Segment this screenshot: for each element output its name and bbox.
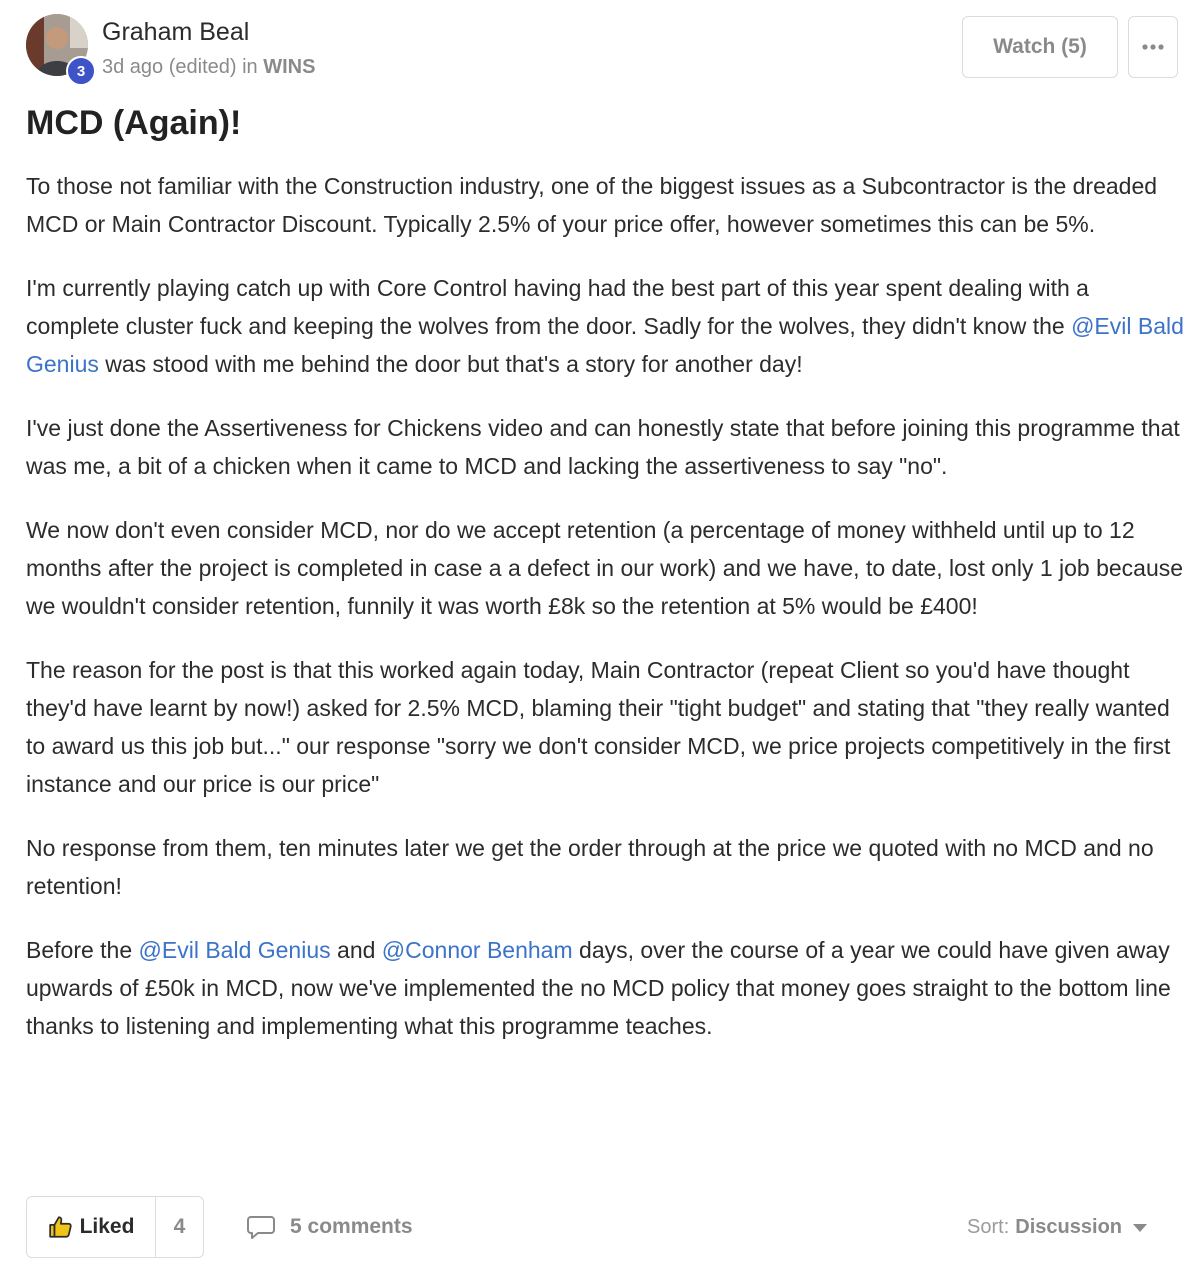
- paragraph: We now don't even consider MCD, nor do we accept retention (a percentage of money withheld until up to 12 months after the project is completed in case a a defect in our work) and we have, to date, lost only 1 job because we wouldn't consider retention, funnily it was worth £8k so the retention at 5% would be £400!: [26, 517, 1184, 619]
- level-badge: 3: [66, 56, 96, 86]
- paragraph-text: Before the: [26, 937, 139, 963]
- post-header: [26, 14, 1176, 84]
- post-footer: [26, 1196, 1176, 1258]
- paragraph-text: I'm currently playing catch up with Core Control having had the best part of this year spent dealing with a complete cluster fuck and keeping the wolves from the door. Sadly for the wolves, they didn't know the: [26, 275, 1089, 339]
- like-count[interactable]: 4: [173, 1215, 186, 1238]
- paragraph-text: was stood with me behind the door but that's a story for another day!: [98, 351, 803, 377]
- post-meta: [102, 56, 315, 79]
- sort-value: Discussion: [1015, 1215, 1122, 1238]
- category-link[interactable]: WINS: [263, 56, 316, 78]
- sort-label: Sort:: [967, 1215, 1010, 1238]
- paragraph: I've just done the Assertiveness for Chickens video and can honestly state that before joining this programme that was me, a bit of a chicken when it came to MCD and lacking the assertiveness to say "no".: [26, 415, 1180, 479]
- comments-label: 5 comments: [290, 1215, 413, 1238]
- paragraph: [26, 931, 1186, 1045]
- author-name[interactable]: Graham Beal: [102, 18, 250, 46]
- comments-link[interactable]: [246, 1196, 413, 1258]
- like-button[interactable]: [27, 1197, 156, 1257]
- mention-link[interactable]: @Evil Bald Genius: [138, 937, 331, 963]
- paragraph-text: days, over the course of a year we could have given away upwards of £50k in MCD, now we've implemented the no MCD policy that money goes straight to the bottom line thanks to listening and implementing what this programme teaches.: [26, 937, 1171, 1039]
- paragraph: To those not familiar with the Construction industry, one of the biggest issues as a Subcontractor is the dreaded MCD or Main Contractor Discount. Typically 2.5% of your price offer, however sometimes this can be 5%.: [26, 173, 1158, 237]
- paragraph-text: and: [330, 937, 382, 963]
- more-horizontal-icon: [1141, 43, 1165, 51]
- mention-link[interactable]: @Connor Benham: [381, 937, 573, 963]
- post-time: 3d ago (edited) in: [102, 56, 258, 78]
- caret-down-icon: [1128, 1219, 1152, 1235]
- mention-link[interactable]: @Evil Bald Genius: [26, 313, 1184, 377]
- post-body: [26, 167, 1186, 1071]
- more-options-button[interactable]: [1128, 16, 1178, 78]
- paragraph: No response from them, ten minutes later we get the order through at the price we quoted with no MCD and no retention!: [26, 835, 1154, 899]
- sort-dropdown[interactable]: [967, 1196, 1152, 1258]
- post-title: MCD (Again)!: [26, 104, 242, 142]
- thumbs-up-icon: [48, 1214, 74, 1240]
- like-group: [26, 1196, 204, 1258]
- comment-icon: [246, 1214, 276, 1240]
- paragraph: [26, 269, 1186, 383]
- watch-button[interactable]: Watch (5): [962, 16, 1118, 78]
- like-label: Liked: [79, 1215, 135, 1238]
- paragraph: The reason for the post is that this worked again today, Main Contractor (repeat Client so you'd have thought they'd have learnt by now!) asked for 2.5% MCD, blaming their "tight budget" and stating that "they really wanted to award us this job but..." our response "sorry we don't consider MCD, we price projects competitively in the first instance and our price is our price": [26, 657, 1171, 797]
